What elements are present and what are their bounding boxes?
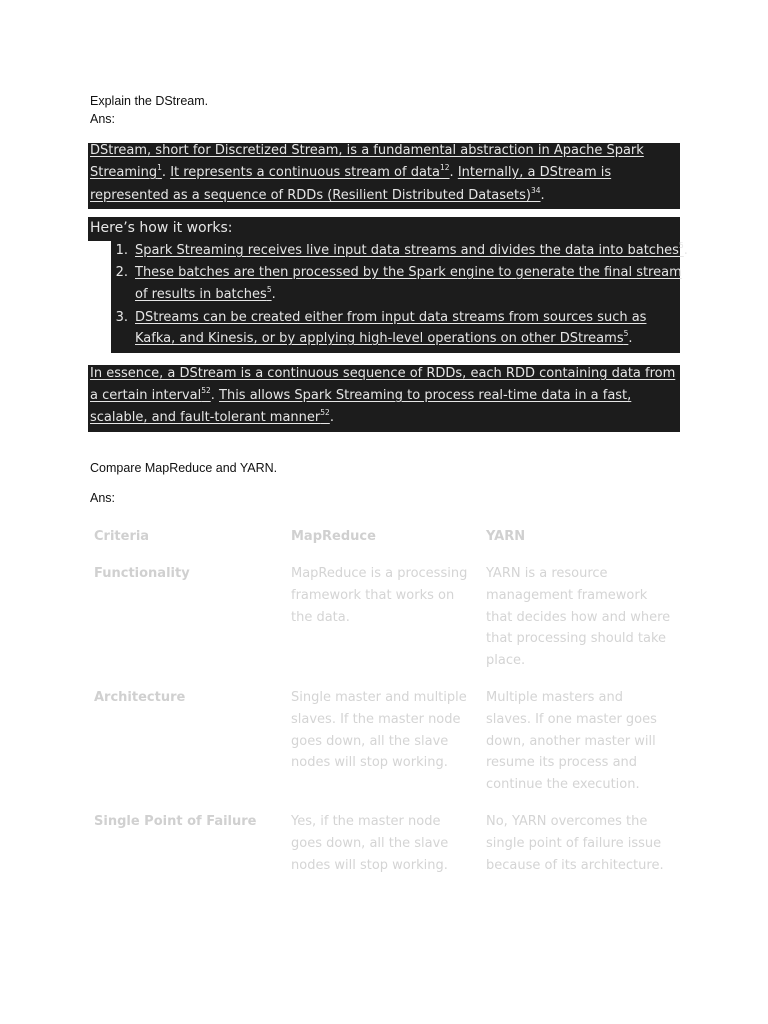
- list-item[interactable]: DStreams can be created either from input data streams from sources such as: [135, 310, 647, 325]
- row-label-single-point-of-failure: Single Point of Failure: [94, 814, 257, 829]
- text-link[interactable]: Streaming$^1$: [90, 163, 162, 180]
- table-cell: Yes, if the master node goes down, all the slave nodes will stop working.: [291, 814, 449, 873]
- column-header-mapreduce: MapReduce: [291, 529, 376, 544]
- table-cell: No, YARN overcomes the single point of failure issue because of its architecture.: [486, 814, 664, 873]
- list-number: 2.: [115, 265, 128, 280]
- answer-paragraph-1: DStream, short for Discretized Stream, is a fundamental abstraction in Apache Spark Streaming$^1$. It represents a continuous stream of data$^{12}$. Internally, a DStream is represented as a sequence of RDDs (Resilient Distributed Datasets)$^{34}$.: [88, 143, 680, 209]
- list-number: 3.: [115, 310, 128, 325]
- text-link[interactable]: In essence, a DStream is a continuous sequence of RDDs, each RDD containing data from: [90, 366, 676, 381]
- text-link[interactable]: scalable, and fault-tolerant manner$^{52}$: [90, 408, 330, 425]
- text-link[interactable]: DStream, short for Discretized Stream, is a fundamental abstraction in Apache Spark: [90, 143, 644, 158]
- table-cell: Single master and multiple slaves. If the master node goes down, all the slave nodes will stop working.: [291, 690, 467, 771]
- how-it-works-heading: Here’s how it works:: [90, 220, 233, 236]
- question-1: Explain the DStream.: [90, 94, 209, 108]
- answer-paragraph-2: In essence, a DStream is a continuous sequence of RDDs, each RDD containing data from a certain interval$^{52}$. This allows Spark Streaming to process real-time data in a fast, scalable, and fault-tolerant manner$^{52}$.: [88, 365, 680, 432]
- list-item-continuation[interactable]: of results in batches$^5$.: [135, 285, 276, 302]
- text-link[interactable]: It represents a continuous stream of data$^{12}$: [170, 163, 450, 180]
- question-2: Compare MapReduce and YARN.: [90, 461, 278, 475]
- table-cell: Multiple masters and slaves. If one master goes down, another master will resume its process and continue the execution.: [486, 690, 657, 793]
- table-cell: YARN is a resource management framework that decides how and where that processing should take place.: [486, 566, 671, 669]
- answer-label-1: Ans:: [90, 112, 116, 126]
- list-item-continuation[interactable]: Kafka, and Kinesis, or by applying high-level operations on other DStreams$^5$.: [135, 329, 633, 346]
- text-link[interactable]: This allows Spark Streaming to process real-time data in a fast,: [219, 388, 632, 403]
- text-link[interactable]: a certain interval$^{52}$: [90, 386, 211, 403]
- row-label-architecture: Architecture: [94, 690, 186, 705]
- answer-label-2: Ans:: [90, 491, 116, 505]
- list-item[interactable]: These batches are then processed by the Spark engine to generate the final stream: [135, 265, 682, 280]
- list-item[interactable]: Spark Streaming receives live input data streams and divides the data into batches$^5$.: [135, 241, 688, 258]
- text-link[interactable]: represented as a sequence of RDDs (Resilient Distributed Datasets)$^{34}$: [90, 186, 541, 203]
- table-cell: MapReduce is a processing framework that works on the data.: [291, 566, 468, 625]
- column-header-criteria: Criteria: [94, 529, 150, 544]
- column-header-yarn: YARN: [486, 529, 526, 544]
- list-number: 1.: [115, 243, 128, 258]
- row-label-functionality: Functionality: [94, 566, 190, 581]
- text-link[interactable]: Internally, a DStream is: [457, 165, 612, 180]
